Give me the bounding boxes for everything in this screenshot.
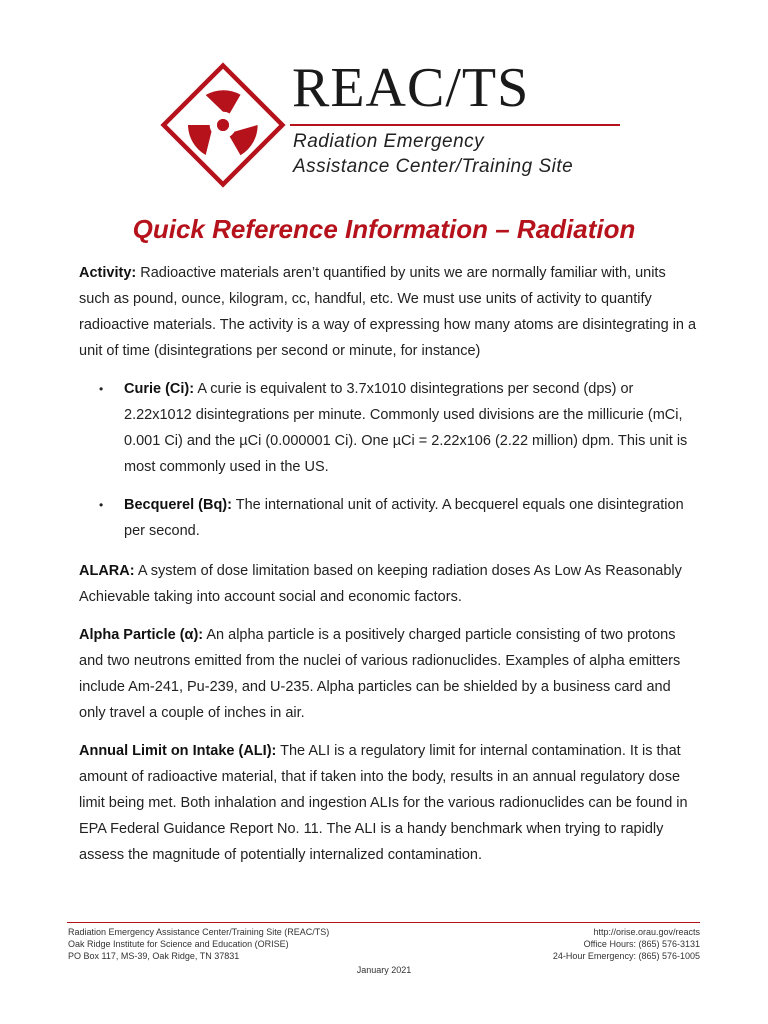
- list-item-curie: [79, 376, 699, 480]
- activity-paragraph: [79, 260, 699, 364]
- logo-title: REAC/TS: [292, 57, 530, 119]
- ali-term: Annual Limit on Intake (ALI):: [79, 743, 277, 759]
- page-title: Quick Reference Information – Radiation: [132, 214, 636, 244]
- alpha-text: An alpha particle is a positively charged particle consisting of two protons and two neutrons emitted from the nuclei of various radionuclides. Examples of alpha emitters include Am-241, Pu-239, and U-235. Alpha particles can be shielded by a business card and only travel a couple of inches in air.: [79, 627, 681, 721]
- becquerel-term: Becquerel (Bq):: [124, 497, 232, 513]
- radiation-logo-icon: [160, 62, 286, 188]
- alara-text: A system of dose limitation based on keeping radiation doses As Low As Reasonably Achievable taking into account social and economic factors.: [79, 563, 682, 605]
- document-body: [79, 260, 699, 880]
- logo-divider: [290, 124, 620, 126]
- footer-address: [68, 926, 329, 962]
- ali-text: The ALI is a regulatory limit for internal contamination. It is that amount of radioactive material, that if taken into the body, results in an annual regulatory dose limit being met. Both inhalation and ingestion ALIs for the various radionuclides can be found in EPA Federal Guidance Report No. 11. The ALI is a handy benchmark when trying to rapidly assess the magnitude of potentially internalized contamination.: [79, 743, 688, 863]
- becquerel-text: The international unit of activity. A becquerel equals one disintegration per second.: [124, 497, 684, 539]
- curie-term: Curie (Ci):: [124, 381, 195, 397]
- footer-office-hours: Office Hours: (865) 576-3131: [583, 939, 700, 949]
- footer-date: January 2021: [356, 965, 412, 975]
- footer-po-box: PO Box 117, MS-39, Oak Ridge, TN 37831: [68, 951, 240, 961]
- footer-emergency-phone: 24-Hour Emergency: (865) 576-1005: [552, 951, 700, 961]
- alpha-paragraph: [79, 622, 699, 726]
- activity-units-list: [79, 376, 699, 544]
- activity-text: Radioactive materials aren’t quantified by units we are normally familiar with, units such as pound, ounce, kilogram, cc, handful, etc. We must use units of activity to quantify radioactive materials. The activity is a way of expressing how many atoms are disintegrating in a unit of time (disintegrations per second or minute, for instance): [79, 265, 697, 359]
- alara-term: ALARA:: [79, 563, 135, 579]
- activity-term: Activity:: [79, 265, 137, 281]
- ali-paragraph: [79, 738, 699, 868]
- footer-contact: [553, 926, 700, 962]
- bullet-icon: •: [99, 382, 104, 396]
- alara-paragraph: [79, 558, 699, 610]
- list-item-becquerel: [79, 492, 699, 544]
- logo-subtitle-line2: Assistance Center/Training Site: [293, 156, 574, 177]
- footer-website-link[interactable]: http://orise.orau.gov/reacts: [593, 927, 700, 937]
- curie-text: A curie is equivalent to 3.7x1010 disintegrations per second (dps) or 2.22x1012 disintegrations per minute. Commonly used divisions are the millicurie (mCi, 0.001 Ci) and the µCi (0.000001 Ci). One µCi = 2.22x106 (2.22 million) dpm. This unit is most commonly used in the US.: [124, 381, 688, 475]
- footer-institute: Oak Ridge Institute for Science and Education (ORISE): [68, 939, 289, 949]
- footer-divider: [67, 922, 700, 923]
- bullet-icon: •: [99, 498, 104, 512]
- logo-subtitle-line1: Radiation Emergency: [293, 131, 485, 152]
- footer-org-name: Radiation Emergency Assistance Center/Training Site (REAC/TS): [68, 927, 330, 937]
- alpha-term: Alpha Particle (α):: [79, 627, 204, 643]
